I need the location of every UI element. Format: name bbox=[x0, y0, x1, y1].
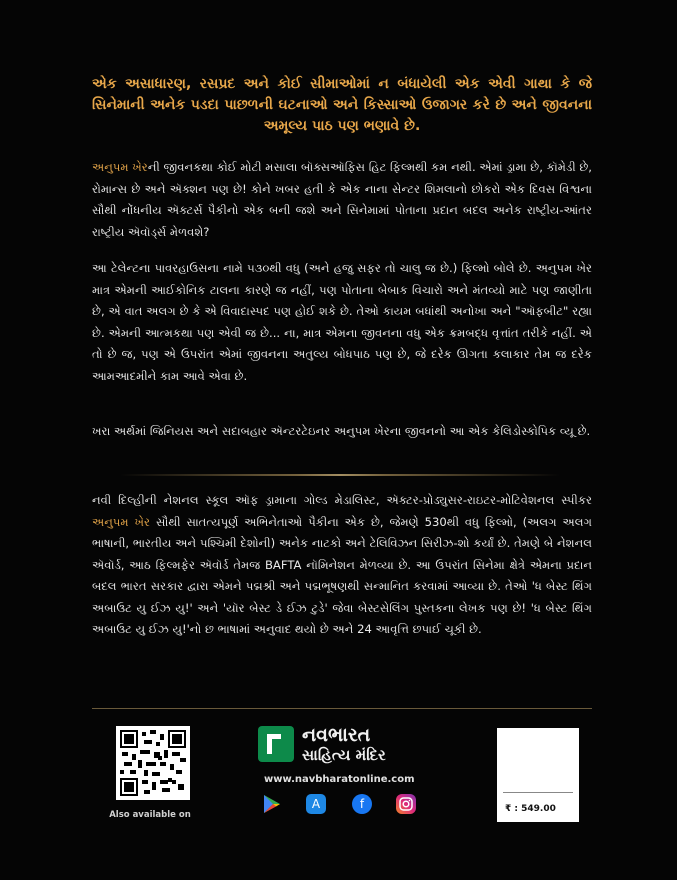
app-store-icon[interactable]: A bbox=[306, 794, 326, 814]
author-bio bbox=[92, 490, 592, 641]
section-divider-glow bbox=[120, 474, 560, 476]
price-divider bbox=[503, 792, 573, 793]
publisher-logo-icon bbox=[258, 726, 294, 762]
author-name-highlight: અનુપમ ખેર bbox=[92, 160, 148, 174]
barcode-price-box bbox=[497, 728, 579, 822]
footer-divider bbox=[92, 708, 592, 709]
publisher-name-line1: નવભારત bbox=[302, 724, 371, 746]
intro-paragraph bbox=[92, 157, 592, 243]
powerhouse-paragraph: આ ટેલેન્ટના પાવરહાઉસના નામે ૫૩૦થી વધુ (અને હજુ સફર તો ચાલુ જ છે.) ફિલ્મો બોલે છે. અનુપમ ખેર માત્ર એમની આઈકોનિક ટાલના કારણે જ નહીં, પણ પોતાના બેબાક વિચારો અને મંતવ્યો માટે પણ જાણીતા છે, એ વાત અલગ છે કે એ વિવાદાસ્પદ પણ હોઈ શકે છે. તેઓ કાયમ બધાંથી અનોખા અને "ઑફબીટ" રહ્યા છે. એમની આત્મકથા પણ એવી જ છે... ના, માત્ર એમના જીવનના વધુ એક ક્રમબદ્ધ વૃત્તાંત તરીકે નહીં. એ તો છે જ, પણ એ ઉપરાંત એમાં જીવનના અતુલ્ય બોધપાઠ પણ છે, જે દરેક ઊગતા કલાકાર તેમ જ દરેક આમઆદમીને કામ આવે એવા છે. bbox=[92, 261, 592, 383]
qr-code-graphic bbox=[120, 730, 186, 796]
publisher-website-link[interactable]: www.navbharatonline.com bbox=[264, 774, 415, 785]
google-play-icon[interactable] bbox=[262, 794, 282, 814]
kaleidoscope-paragraph: ખરા અર્થમાં જિનિયસ અને સદાબહાર ઍન્ટરટેઇનર અનુપમ ખેરના જીવનનો આ એક કેલિડોસ્કોપિક વ્યૂ છે. bbox=[92, 424, 591, 438]
social-icons-row bbox=[262, 794, 422, 818]
bio-text-before: નવી દિલ્હીની નેશનલ સ્કૂલ ઑફ ડ્રામાના ગોલ્ડ મેડાલિસ્ટ, ઍક્ટર-પ્રોડ્યુસર-રાઇટર-મોટિવેશનલ સ્પીકર bbox=[92, 493, 592, 507]
price-label: ₹ : 549.00 bbox=[505, 804, 556, 814]
qr-code[interactable] bbox=[116, 726, 190, 800]
instagram-icon[interactable] bbox=[396, 794, 416, 814]
bio-text-after: સૌથી સાતત્યપૂર્ણ અભિનેતાઓ પૈકીના એક છે, જેમણે 530થી વધુ ફિલ્મો, (અલગ અલગ ભાષાની, ભારતીય અને પશ્ચિમી દેશોની) અનેક નાટકો અને ટેલિવિઝન સિરીઝ-શો કર્યાં છે. તેમણે બે નેશનલ ઍવૉર્ડ, આઠ ફિલ્મફેર ઍવૉર્ડ તેમજ BAFTA નૉમિનેશન મેળવ્યા છે. આ ઉપરાંત સિનેમા ક્ષેત્રે એમના પ્રદાન બદલ ભારત સરકાર દ્વારા એમને પદ્મશ્રી અને પદ્મભૂષણથી સન્માનિત કરવામાં આવ્યા છે. તેઓ 'ધ બેસ્ટ થિંગ અબાઉટ યુ ઈઝ યુ!' અને 'યૉર બેસ્ટ ડે ઈઝ ટુડે' જેવા બેસ્ટસેલિંગ પુસ્તકના લેખક પણ છે! 'ધ બેસ્ટ થિંગ અબાઉટ યુ ઈઝ યુ!'નો છ ભાષામાં અનુવાદ થયો છે અને 24 આવૃત્તિ છપાઈ ચૂકી છે. bbox=[92, 514, 592, 636]
facebook-icon[interactable]: f bbox=[352, 794, 372, 814]
tagline: એક અસાધારણ, રસપ્રદ અને કોઈ સીમાઓમાં ન બંધાયેલી એક એવી ગાથા કે જે સિનેમાની અનેક પડદા પાછળની ઘટનાઓ અને કિસ્સાઓ ઉજાગર કરે છે અને જીવનના અમૂલ્ય પાઠ પણ ભણાવે છે. bbox=[92, 76, 592, 134]
publisher-name-line2: સાહિત્ય મંદિર bbox=[302, 746, 386, 764]
intro-text: ની જીવનકથા કોઈ મોટી મસાલા બૉક્સઑફિસ હિટ ફિલ્મથી કમ નથી. એમાં ડ્રામા છે, કૉમેડી છે, રોમાન્સ છે અને ઍક્શન પણ છે! કોને ખબર હતી કે એક નાના સેન્ટર શિમલાનો છોકરો એક દિવસ વિશ્વના સૌથી નોંધનીય ઍક્ટર્સ પૈકીનો એક બની જશે અને સિનેમામાં પોતાના પ્રદાન બદલ અનેક રાષ્ટ્રીય-આંતર રાષ્ટ્રીય ઍવૉર્ડ્સ મેળવશે? bbox=[92, 160, 592, 239]
also-available-label: Also available on bbox=[109, 810, 191, 820]
bio-author-name: અનુપમ ખેર bbox=[92, 514, 151, 529]
